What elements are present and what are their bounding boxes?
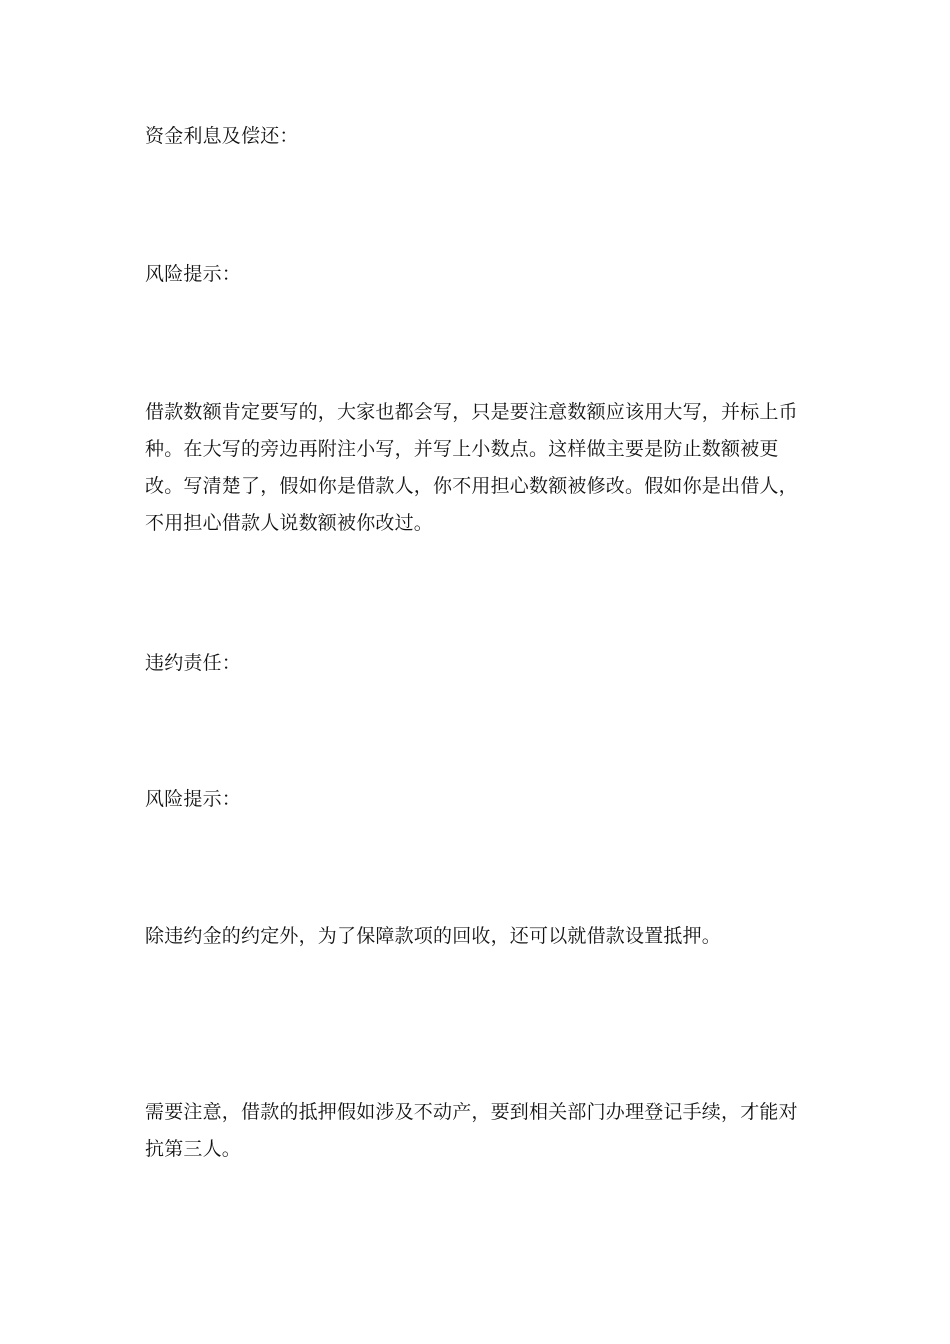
- section-heading-interest-repayment: 资金利息及偿还：: [145, 125, 299, 147]
- real-estate-mortgage-paragraph: 需要注意，借款的抵押假如涉及不动产，要到相关部门办理登记手续，才能对抗第三人。: [145, 1101, 798, 1160]
- risk-notice-heading: 风险提示：: [145, 263, 242, 285]
- loan-amount-paragraph: 借款数额肯定要写的，大家也都会写，只是要注意数额应该用大写，并标上币种。在大写的旁边再附注小写，并写上小数点。这样做主要是防止数额被更改。写清楚了，假如你是借款人，你不用担心数额被修改。假如你是出借人，不用担心借款人说数额被你改过。: [145, 401, 798, 534]
- risk-notice-heading: 风险提示：: [145, 788, 242, 810]
- collateral-paragraph: 除违约金的约定外，为了保障款项的回收，还可以就借款设置抵押。: [145, 925, 722, 947]
- section-heading-breach-liability: 违约责任：: [145, 652, 242, 674]
